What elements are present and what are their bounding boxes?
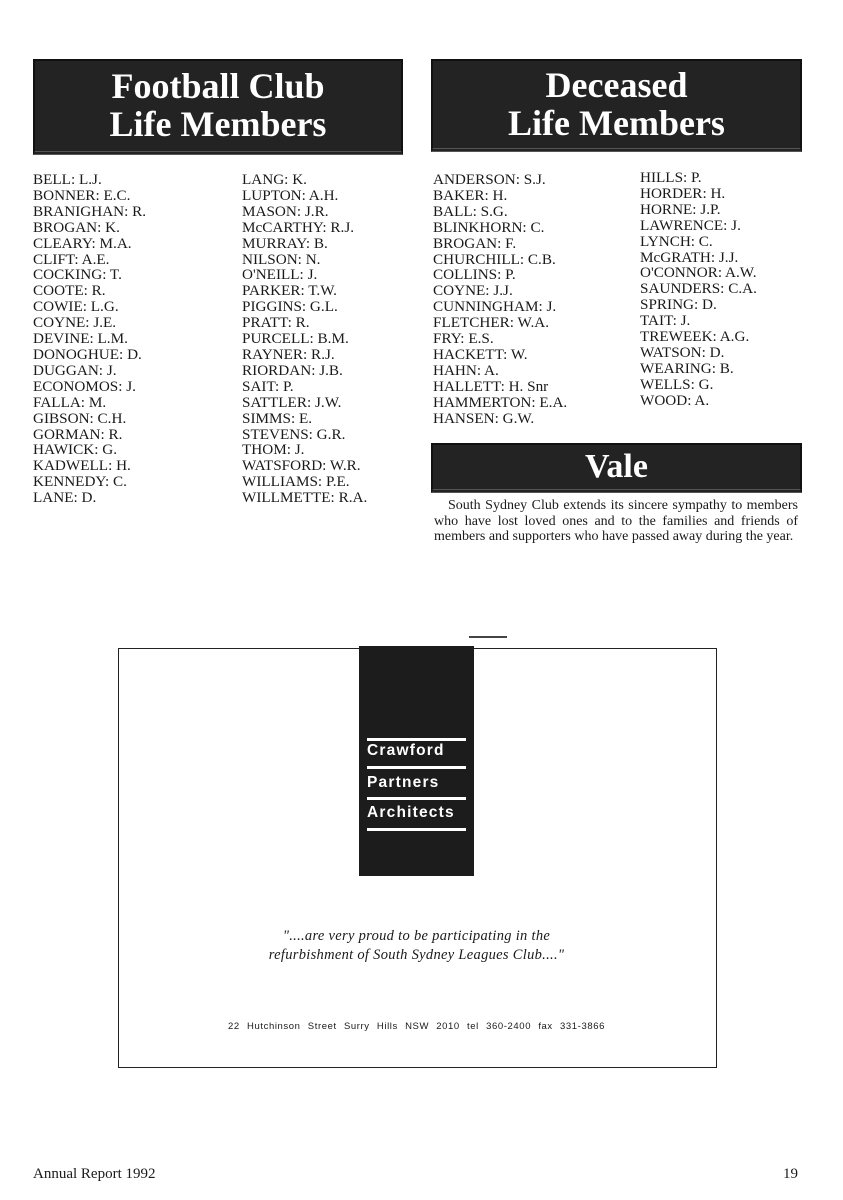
member-name: LYNCH: C.	[640, 232, 713, 250]
deceased-members-column-1	[433, 172, 567, 427]
member-name: KENNEDY: C.	[33, 473, 127, 491]
logo-bar	[367, 828, 466, 831]
logo-bar	[367, 797, 466, 800]
deceased-members-column-2	[640, 170, 757, 409]
member-name: FRY: E.S.	[433, 330, 494, 348]
member-name: BROGAN: K.	[33, 218, 120, 236]
member-name: WELLS: G.	[640, 375, 714, 393]
member-name: O'CONNOR: A.W.	[640, 264, 757, 282]
member-name: STEVENS: G.R.	[242, 425, 346, 443]
member-name: HALLETT: H. Snr	[433, 377, 549, 395]
member-name: MURRAY: B.	[242, 234, 328, 252]
member-name: HILLS: P.	[640, 169, 702, 186]
logo-bar	[367, 738, 466, 741]
member-name: WILLIAMS: P.E.	[242, 473, 350, 491]
member-name: COOTE: R.	[33, 282, 106, 300]
member-name: GIBSON: C.H.	[33, 409, 127, 427]
member-name: PARKER: T.W.	[242, 282, 337, 300]
member-name: DEVINE: L.M.	[33, 330, 128, 348]
member-name: SATTLER: J.W.	[242, 393, 342, 411]
vale-title: Vale	[585, 448, 648, 486]
member-name: COYNE: J.E.	[33, 314, 117, 332]
member-name: WOOD: A.	[640, 391, 710, 409]
member-name: BROGAN: F.	[433, 234, 517, 252]
heading-line-2: Life Members	[109, 104, 327, 144]
member-name: CLIFT: A.E.	[33, 250, 110, 268]
crawford-partners-architects-logo	[359, 646, 474, 876]
logo-word-architects: Architects	[367, 804, 455, 821]
member-name: FLETCHER: W.A.	[433, 314, 550, 332]
member-name: DUGGAN: J.	[33, 361, 117, 379]
quote-line-1: "....are very proud to be participating in the	[282, 928, 551, 944]
deceased-life-members-heading	[431, 59, 802, 152]
logo-word-partners: Partners	[367, 774, 440, 791]
member-name: RAYNER: R.J.	[242, 345, 335, 363]
member-name: TAIT: J.	[640, 312, 691, 330]
member-name: TREWEEK: A.G.	[640, 328, 750, 346]
member-name: WATSON: D.	[640, 343, 725, 361]
member-name: SPRING: D.	[640, 296, 717, 314]
member-name: O'NEILL: J.	[242, 266, 318, 284]
member-name: BAKER: H.	[433, 186, 508, 204]
member-name: CUNNINGHAM: J.	[433, 298, 557, 316]
member-name: HAWICK: G.	[33, 441, 117, 459]
member-name: CLEARY: M.A.	[33, 234, 132, 252]
member-name: KADWELL: H.	[33, 457, 131, 475]
member-name: BALL: S.G.	[433, 202, 508, 220]
member-name: PIGGINS: G.L.	[242, 298, 338, 316]
member-name: COCKING: T.	[33, 266, 122, 284]
member-name: SAUNDERS: C.A.	[640, 280, 757, 298]
member-name: WILLMETTE: R.A.	[242, 489, 368, 507]
advertisement-address: 22 Hutchinson Street Surry Hills NSW 2010 tel 360-2400 fax 331-3866	[228, 1021, 605, 1032]
member-name: PURCELL: B.M.	[242, 330, 349, 348]
advertisement-quote	[118, 927, 715, 964]
member-name: HANSEN: G.W.	[433, 409, 535, 427]
page-number: 19	[783, 1166, 798, 1182]
heading-line-2: Life Members	[508, 102, 725, 143]
member-name: COWIE: L.G.	[33, 298, 119, 316]
member-name: COYNE: J.J.	[433, 282, 513, 300]
member-name: ECONOMOS: J.	[33, 377, 136, 395]
footer-report-title: Annual Report 1992	[33, 1166, 156, 1182]
member-name: FALLA: M.	[33, 393, 107, 411]
member-name: HAMMERTON: E.A.	[433, 393, 568, 411]
member-name: WATSFORD: W.R.	[242, 457, 361, 475]
member-name: THOM: J.	[242, 441, 305, 459]
member-name: ANDERSON: S.J.	[433, 171, 546, 188]
member-name: NILSON: N.	[242, 250, 321, 268]
member-name: HACKETT: W.	[433, 345, 528, 363]
member-name: BRANIGHAN: R.	[33, 202, 147, 220]
member-name: COLLINS: P.	[433, 266, 516, 284]
member-name: SAIT: P.	[242, 377, 294, 395]
member-name: WEARING: B.	[640, 359, 734, 377]
football-club-members-column-2	[242, 172, 367, 506]
member-name: BLINKHORN: C.	[433, 218, 545, 236]
member-name: GORMAN: R.	[33, 425, 123, 443]
member-name: MASON: J.R.	[242, 202, 329, 220]
football-club-life-members-heading	[33, 59, 403, 155]
member-name: LUPTON: A.H.	[242, 186, 339, 204]
heading-line-1: Football Club	[111, 66, 325, 107]
member-name: CHURCHILL: C.B.	[433, 250, 556, 268]
member-name: HAHN: A.	[433, 361, 499, 379]
member-name: HORNE: J.P.	[640, 200, 721, 218]
member-name: RIORDAN: J.B.	[242, 361, 343, 379]
member-name: McGRATH: J.J.	[640, 248, 739, 266]
member-name: DONOGHUE: D.	[33, 345, 142, 363]
member-name: LAWRENCE: J.	[640, 216, 741, 234]
member-name: LANG: K.	[242, 171, 307, 188]
member-name: HORDER: H.	[640, 184, 726, 202]
member-name: SIMMS: E.	[242, 409, 313, 427]
quote-line-2: refurbishment of South Sydney Leagues Club...."	[268, 946, 565, 963]
logo-bar	[367, 766, 466, 769]
member-name: LANE: D.	[33, 489, 97, 507]
vale-paragraph: South Sydney Club extends its sincere sympathy to members who have lost loved ones and to the families and friends of members and supporters who have passed away during the year.	[434, 498, 798, 544]
football-club-members-column-1	[33, 172, 146, 506]
member-name: BONNER: E.C.	[33, 186, 131, 204]
divider	[469, 636, 507, 638]
logo-word-crawford: Crawford	[367, 742, 445, 759]
member-name: McCARTHY: R.J.	[242, 218, 355, 236]
member-name: PRATT: R.	[242, 314, 310, 332]
vale-heading	[431, 443, 802, 493]
member-name: BELL: L.J.	[33, 171, 102, 188]
heading-line-1: Deceased	[545, 64, 688, 105]
